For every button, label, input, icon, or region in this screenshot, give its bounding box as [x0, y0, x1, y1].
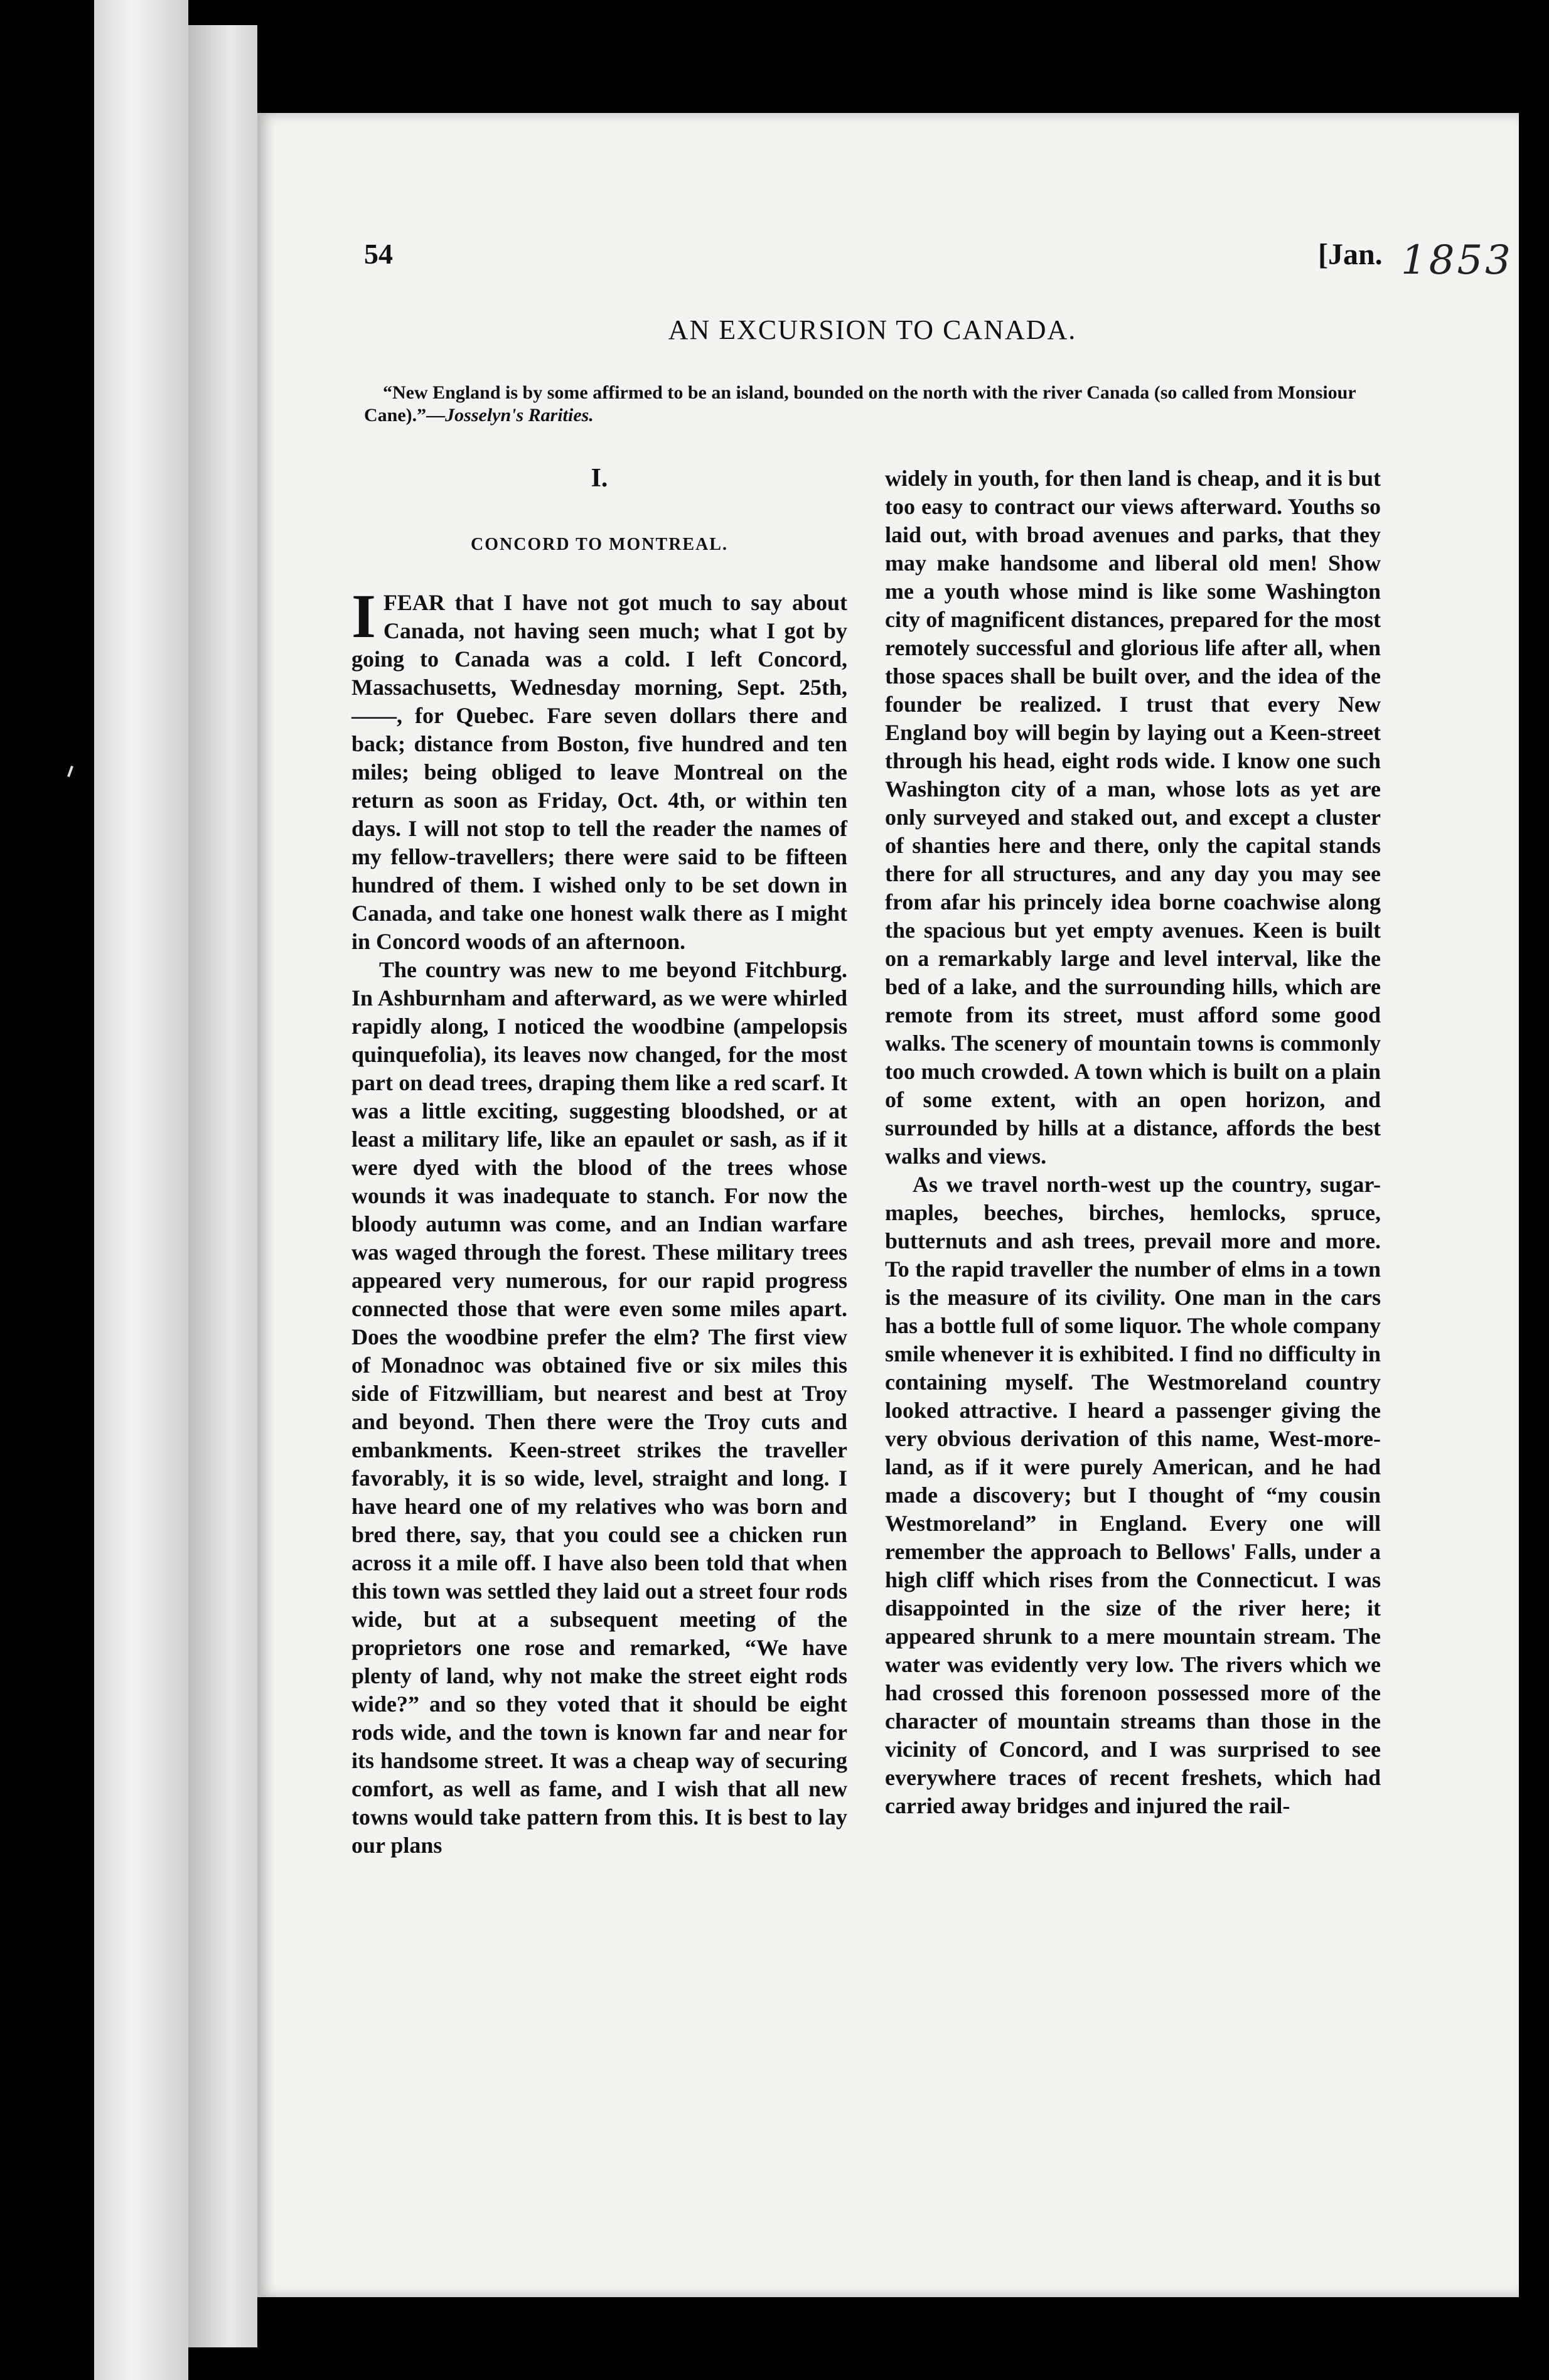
paragraph: The country was new to me beyond Fitchburg. In Ashburnham and afterward, as we were whirled rapidly along, I noticed the woodbine (ampelopsis quinquefolia), its leaves now changed, for the most part on dead trees, draping them like a red scarf. It was a little exciting, suggesting bloodshed, or at least a military life, like an epaulet or sash, as if it were dyed with the blood of the trees whose wounds it was inadequate to stanch. For now the bloody autumn was come, and an Indian warfare was waged through the forest. These military trees appeared very numerous, for our rapid progress connected those that were even some miles apart. Does the woodbine prefer the elm? The first view of Monadnoc was obtained five or six miles this side of Fitzwilliam, but nearest and best at Troy and beyond. Then there were the Troy cuts and embankments. Keen-street strikes the traveller favorably, it is so wide, level, straight and long. I have heard one of my relatives who was born and bred there, say, that you could see a chicken run across it a mile off. I have also been told that when this town was settled they laid out a street four rods wide, but at a subsequent meeting of the proprietors one rose and remarked, “We have plenty of land, why not make the street eight rods wide?” and so they voted that it should be eight rods wide, and the town is known far and near for its handsome street. It was a cheap way of securing comfort, as well as fame, and I wish that all new towns would take pattern from this. It is best to lay our plans: [351, 957, 847, 1858]
paragraph-text: FEAR that I have not got much to say about Canada, not having seen much; what I got by going to Canada was a cold. I left Concord, Massachusetts, Wednesday morning, Sept. 25th, ——, for Quebec. Fare seven dollars there and back; distance from Boston, five hundred and ten miles; being obliged to leave Montreal on the return as soon as Friday, Oct. 4th, or within ten days. I will not stop to tell the reader the names of my fellow-travellers; there were said to be fifteen hundred of them. I wished only to be set down in Canada, and take one honest walk there as I might in Concord woods of an afternoon.: [351, 590, 847, 954]
paragraph: As we travel north-west up the country, sugar-maples, beeches, birches, hemlocks, spruce, butternuts and ash trees, prevail more and more. To the rapid traveller the number of elms in a town is the measure of its civility. One man in the cars has a bottle full of some liquor. The whole company smile whenever it is exhibited. I find no difficulty in containing myself. The Westmoreland country looked attractive. I heard a passenger giving the very obvious derivation of this name, West-more-land, as if it were purely American, and he had made a discovery; but I thought of “my cousin Westmoreland” in England. Every one will remember the approach to Bellows' Falls, under a high cliff which rises from the Connecticut. I was disappointed in the size of the river here; it appeared shrunk to a mere mountain stream. The water was evidently very low. The rivers which we had crossed this forenoon possessed more of the character of mountain streams than those in the vicinity of Concord, and I was surprised to see everywhere traces of recent freshets, which had carried away bridges and injured the rail-: [885, 1172, 1381, 1818]
section-number: I.: [591, 464, 608, 493]
handwritten-year-annotation: 1853: [1401, 237, 1513, 284]
epigraph-source: Josselyn's Rarities.: [445, 405, 594, 426]
running-head: [Jan.: [1318, 238, 1383, 271]
epigraph: [364, 382, 1381, 427]
article-title: AN EXCURSION TO CANADA.: [668, 314, 1077, 345]
drop-cap: I: [351, 581, 376, 651]
book-spine: [94, 0, 188, 2380]
page-number: 54: [364, 238, 393, 270]
scan-artifact: [67, 766, 73, 777]
paragraph: [351, 581, 847, 956]
epigraph-quote: “New England is by some affirmed to be an island, bounded on the north with the river Canada (so called from Monsiour Cane).”—: [364, 382, 1356, 426]
section-heading: CONCORD TO MONTREAL.: [470, 535, 728, 554]
book-gutter: [188, 25, 257, 2347]
left-column: [351, 464, 847, 1860]
right-column: [885, 464, 1381, 1820]
paragraph: widely in youth, for then land is cheap, and it is but too easy to contract our views afterward. Youths so laid out, with broad avenues and parks, that they may make handsome and liberal old men! Show me a youth whose mind is like some Washington city of magnificent distances, prepared for the most remotely successful and glorious life after all, when those spaces shall be built over, and the idea of the founder be realized. I trust that every New England boy will begin by laying out a Keen-street through his head, eight rods wide. I know one such Washington city of a man, whose lots as yet are only surveyed and staked out, and except a cluster of shanties here and there, only the capital stands there for all structures, and any day you may see from afar his princely idea borne coachwise along the spacious but yet empty avenues. Keen is built on a remarkably large and level interval, like the bed of a lake, and the surrounding hills, which are remote from its street, must afford some good walks. The scenery of mountain towns is commonly too much crowded. A town which is built on a plain of some extent, with an open horizon, and surrounded by hills at a distance, affords the best walks and views.: [885, 466, 1381, 1169]
